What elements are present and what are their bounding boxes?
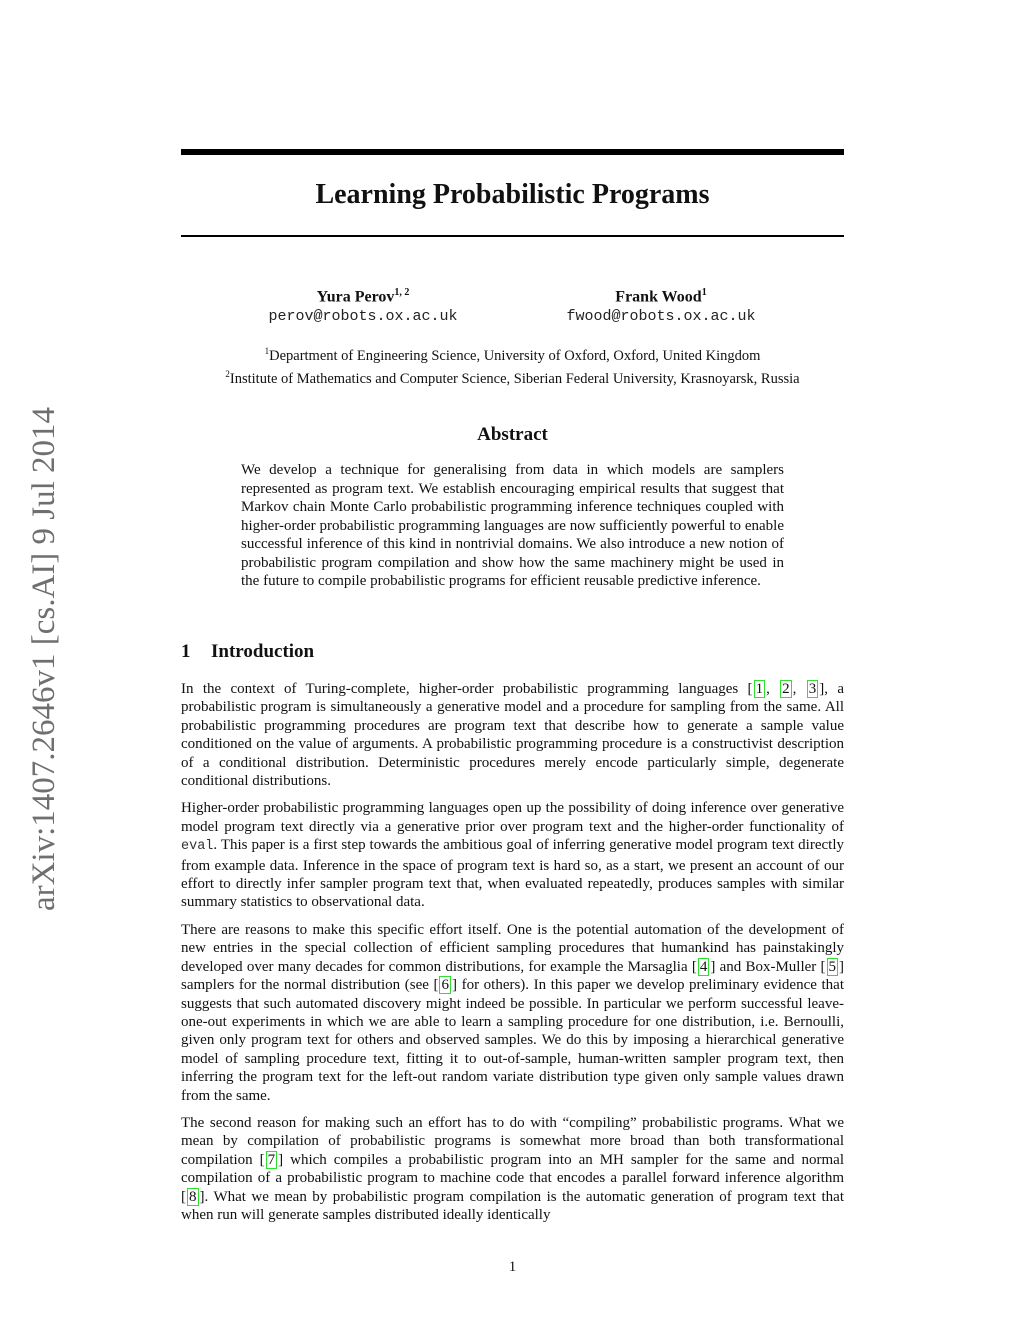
citation-link-6[interactable]: 6 xyxy=(441,977,449,994)
citation-link-3[interactable]: 3 xyxy=(808,681,817,697)
citation-link-8[interactable]: 8 xyxy=(189,1188,197,1205)
paragraph-3: There are reasons to make this specific effort itself. One is the potential automation of the development of new entries in the special collection of efficient sampling procedures that humankind has painstakingly developed over many decades for common distributions, for example the Marsaglia [ 4 ] and Box-Muller [ 5 ] samplers for the normal distribution (see [ 6 ] for others). In this paper we develop preliminary evidence that suggests that such automated discovery might indeed be possible. In particular we perform successful leave-one-out experiments in which we are able to learn a sampling procedure for one distribution, i.e. Bernoulli, given only program text for others and observed samples. We do this by imposing a hierarchical generative model of sampling procedure text, fitting it to out-of-sample, human-written sampler program text, then inferring the program text for the left-out random variate distribution type given only sample values drawn from the same. xyxy=(181,921,845,1104)
citation-link-1[interactable]: 1 xyxy=(755,681,764,697)
paragraph-2: Higher-order probabilistic programming languages open up the possibility of doing inference over generative model program text directly via a generative prior over program text and the higher-order functionality of eval. This paper is a first step towards the ambitious goal of inferring generative model program text directly from example data. Inference in the space of program text is hard so, as a start, we present an account of our effort to directly infer sampler program text that, when evaluated repeatedly, produces samples with similar summary statistics to observational data. xyxy=(181,800,844,911)
arxiv-identifier-stamp xyxy=(23,392,65,926)
paragraph-1: In the context of Turing-complete, higher-order probabilistic programming languages [ 1 , 2 , 3 ], a probabilistic program is simultaneously a generative model and a procedure for sampling from the same. All probabilistic programming procedures are program text that describe how to generate a sample value conditioned on the value of arguments. A probabilistic programming procedure is a constructivist description of a conditional distribution. Deterministic procedures merely encode particularly simple, degenerate conditional distributions. xyxy=(181,681,844,790)
citation-link-2[interactable]: 2 xyxy=(782,681,790,697)
paper-title: Learning Probabilistic Programs xyxy=(315,179,710,210)
abstract-heading: Abstract xyxy=(477,424,548,445)
citation-link-4[interactable]: 4 xyxy=(699,958,708,975)
author-affil-sup-1: 1, 2 xyxy=(394,287,410,298)
inline-code-eval: eval xyxy=(181,839,214,855)
introduction-body xyxy=(181,680,844,1233)
affiliation-2: $^2$Institute of Mathematics and Computer Science, Siberian Federal University, Krasnoyarsk, Russia xyxy=(225,369,800,388)
affiliations xyxy=(181,342,844,389)
author-affil-sup-2: 1 xyxy=(701,287,707,298)
paragraph-4: The second reason for making such an effort has to do with “compiling” probabilistic programs. What we mean by compilation of probabilistic programs is somewhat more broad than both transformational compilation [ 7 ] which compiles a probabilistic program into an MH sampler for the same and normal compilation of a probabilistic program to machine code that encodes a parallel forward inference algorithm [ 8 ]. What we mean by probabilistic program compilation is the automatic generation of program text that when run will generate samples distributed ideally identically xyxy=(181,1114,845,1223)
section-title: Introduction xyxy=(211,641,315,662)
title-rule-bottom xyxy=(181,235,844,237)
affiliation-1: $^1$Department of Engineering Science, University of Oxford, Oxford, United Kingdom xyxy=(264,346,761,364)
abstract-text: We develop a technique for generalising from data in which models are samplers represented as program text. We establish encouraging empirical results that suggest that Markov chain Monte Carlo probabilistic programming inference techniques coupled with higher-order probabilistic programming languages are now sufficiently powerful to enable successful inference of this kind in nontrivial domains. We also introduce a new notion of probabilistic program compilation and show how the same machinery might be used in the future to compile probabilistic programs for efficient reusable predictive inference. xyxy=(241,462,784,589)
section-number: 1 xyxy=(181,641,191,662)
author-name-1: Yura Perov$^{1, 2}$ xyxy=(316,287,410,306)
citation-link-7[interactable]: 7 xyxy=(267,1151,276,1168)
page-number: 1 xyxy=(508,1259,517,1275)
title-rule-top xyxy=(181,149,844,155)
author-name-2: Frank Wood$^1$ xyxy=(615,287,707,306)
arxiv-identifier-text: arXiv:1407.2646v1 [cs.AI] 9 Jul 2014 xyxy=(26,406,63,912)
author-email-2[interactable]: fwood@robots.ox.ac.uk xyxy=(566,308,756,326)
author-email-1[interactable]: perov@robots.ox.ac.uk xyxy=(268,308,458,326)
citation-link-5[interactable]: 5 xyxy=(828,958,837,975)
author-block-2 xyxy=(511,283,811,327)
author-block-1 xyxy=(213,283,513,327)
section-heading-introduction xyxy=(181,640,844,664)
